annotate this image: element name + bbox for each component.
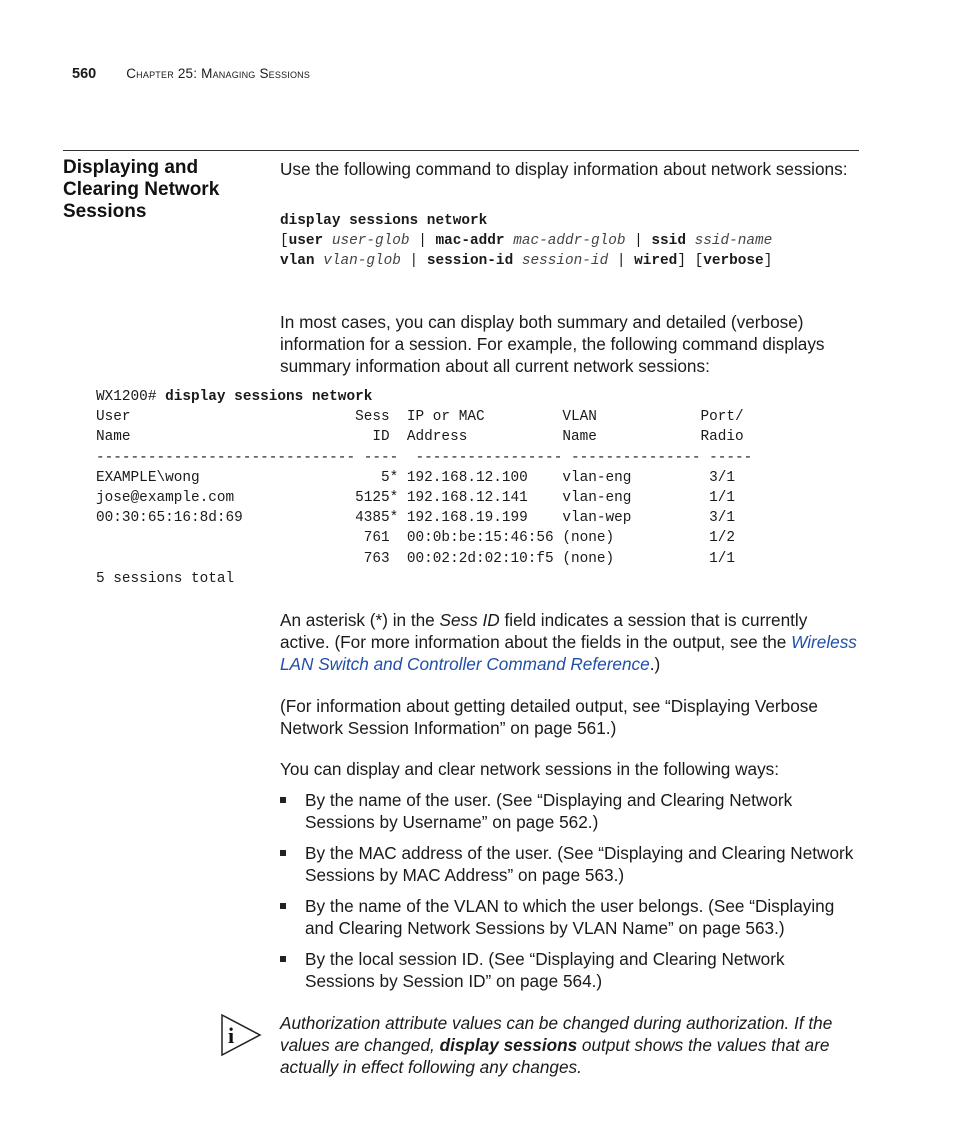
table-row: 763 00:02:2d:02:10:f5 (none) 1/1 bbox=[96, 550, 736, 567]
syntax-keyword: vlan bbox=[280, 253, 315, 270]
example-table-header bbox=[96, 409, 752, 465]
table-header-line: Name ID Address Name Radio bbox=[96, 429, 744, 446]
note-text-b: output shows the values that are actually in effect following any changes. bbox=[280, 1035, 830, 1077]
example-prompt: WX1200# bbox=[96, 389, 166, 405]
command-reference-link[interactable]: Wireless LAN Switch and Controller Command Reference bbox=[280, 632, 857, 674]
asterisk-text-c: .) bbox=[649, 654, 661, 674]
example-command: display sessions network bbox=[165, 389, 373, 405]
syntax-line-2 bbox=[280, 233, 772, 249]
syntax-line-3 bbox=[280, 253, 772, 269]
section-title: Displaying and Clearing Network Sessions bbox=[63, 157, 220, 222]
bullet-icon bbox=[280, 797, 286, 803]
bullet-icon bbox=[280, 903, 286, 909]
table-row: EXAMPLE\wong 5* 192.168.12.100 vlan-eng 3/1 bbox=[96, 469, 736, 486]
syntax-punct: | bbox=[409, 233, 436, 250]
syntax-punct: | bbox=[608, 253, 635, 270]
syntax-keyword: wired bbox=[634, 253, 678, 270]
sess-id-field: Sess ID bbox=[439, 610, 500, 630]
syntax-keyword: verbose bbox=[703, 253, 764, 270]
table-header-line: User Sess IP or MAC VLAN Port/ bbox=[96, 409, 744, 426]
summary-paragraph: In most cases, you can display both summary and detailed (verbose) information for a session. For example, the following command displays summary information about all current network sessions: bbox=[280, 312, 825, 376]
syntax-punct bbox=[513, 253, 522, 269]
ways-list bbox=[280, 789, 858, 1001]
list-item-text: By the name of the VLAN to which the user belongs. (See “Displaying and Clearing Network Sessions by VLAN Name” on page 563.) bbox=[305, 896, 835, 938]
svg-text:i: i bbox=[228, 1023, 235, 1048]
syntax-keyword: mac-addr bbox=[435, 233, 505, 250]
ways-paragraph: You can display and clear network sessions in the following ways: bbox=[280, 759, 780, 779]
syntax-punct bbox=[505, 233, 514, 249]
note-bold-command: display sessions bbox=[439, 1035, 578, 1055]
asterisk-paragraph bbox=[280, 609, 858, 675]
table-row: jose@example.com 5125* 192.168.12.141 vlan-eng 1/1 bbox=[96, 490, 736, 507]
example-output bbox=[96, 387, 752, 589]
syntax-argument: vlan-glob bbox=[323, 253, 401, 270]
list-item-text: By the local session ID. (See “Displaying and Clearing Network Sessions by Session ID” on page 564.) bbox=[305, 949, 785, 991]
page-number: 560 bbox=[72, 66, 97, 82]
syntax-argument: user-glob bbox=[331, 233, 410, 250]
list-item bbox=[280, 789, 858, 833]
table-header-line: ------------------------------ ---- ----------------- --------------- ----- bbox=[96, 449, 753, 466]
syntax-punct: | bbox=[400, 253, 427, 270]
list-item-text: By the name of the user. (See “Displaying and Clearing Network Sessions by Username” on page 562.) bbox=[305, 790, 793, 832]
syntax-argument: ssid-name bbox=[694, 233, 773, 250]
info-icon bbox=[220, 1013, 262, 1057]
example-table-rows bbox=[96, 470, 735, 567]
list-item bbox=[280, 895, 858, 939]
syntax-argument: session-id bbox=[521, 253, 609, 270]
example-footer: 5 sessions total bbox=[96, 570, 235, 587]
syntax-keyword: ssid bbox=[651, 233, 686, 250]
syntax-punct: ] bbox=[763, 253, 773, 270]
syntax-argument: mac-addr-glob bbox=[513, 233, 626, 250]
asterisk-text-b: field indicates a session that is currently active. (For more information about the fields in the output, see the bbox=[280, 610, 808, 652]
bullet-icon bbox=[280, 956, 286, 962]
syntax-punct: | bbox=[625, 233, 652, 250]
intro-paragraph: Use the following command to display information about network sessions: bbox=[280, 159, 848, 179]
page-header bbox=[72, 66, 310, 82]
note-text-a: Authorization attribute values can be changed during authorization. If the values are changed, bbox=[280, 1013, 833, 1055]
syntax-punct: [ bbox=[280, 233, 289, 250]
command-syntax bbox=[280, 211, 772, 272]
asterisk-text-a: An asterisk (*) in the bbox=[280, 610, 440, 630]
note-text bbox=[280, 1012, 858, 1078]
verbose-paragraph: (For information about getting detailed output, see “Displaying Verbose Network Session Information” on page 561.) bbox=[280, 696, 818, 738]
syntax-command: display sessions network bbox=[280, 213, 488, 229]
table-row: 00:30:65:16:8d:69 4385* 192.168.19.199 vlan-wep 3/1 bbox=[96, 510, 736, 527]
list-item-text: By the MAC address of the user. (See “Displaying and Clearing Network Sessions by MAC Address” on page 563.) bbox=[305, 843, 854, 885]
syntax-punct bbox=[323, 233, 332, 249]
syntax-punct bbox=[686, 233, 695, 249]
syntax-punct: ] [ bbox=[677, 253, 704, 270]
list-item bbox=[280, 842, 858, 886]
chapter-title: Chapter 25: Managing Sessions bbox=[126, 66, 311, 81]
syntax-keyword: session-id bbox=[426, 253, 514, 270]
table-row: 761 00:0b:be:15:46:56 (none) 1/2 bbox=[363, 530, 736, 547]
syntax-punct bbox=[315, 253, 324, 269]
syntax-keyword: user bbox=[288, 233, 324, 250]
bullet-icon bbox=[280, 850, 286, 856]
section-rule bbox=[63, 150, 859, 151]
list-item bbox=[280, 948, 858, 992]
